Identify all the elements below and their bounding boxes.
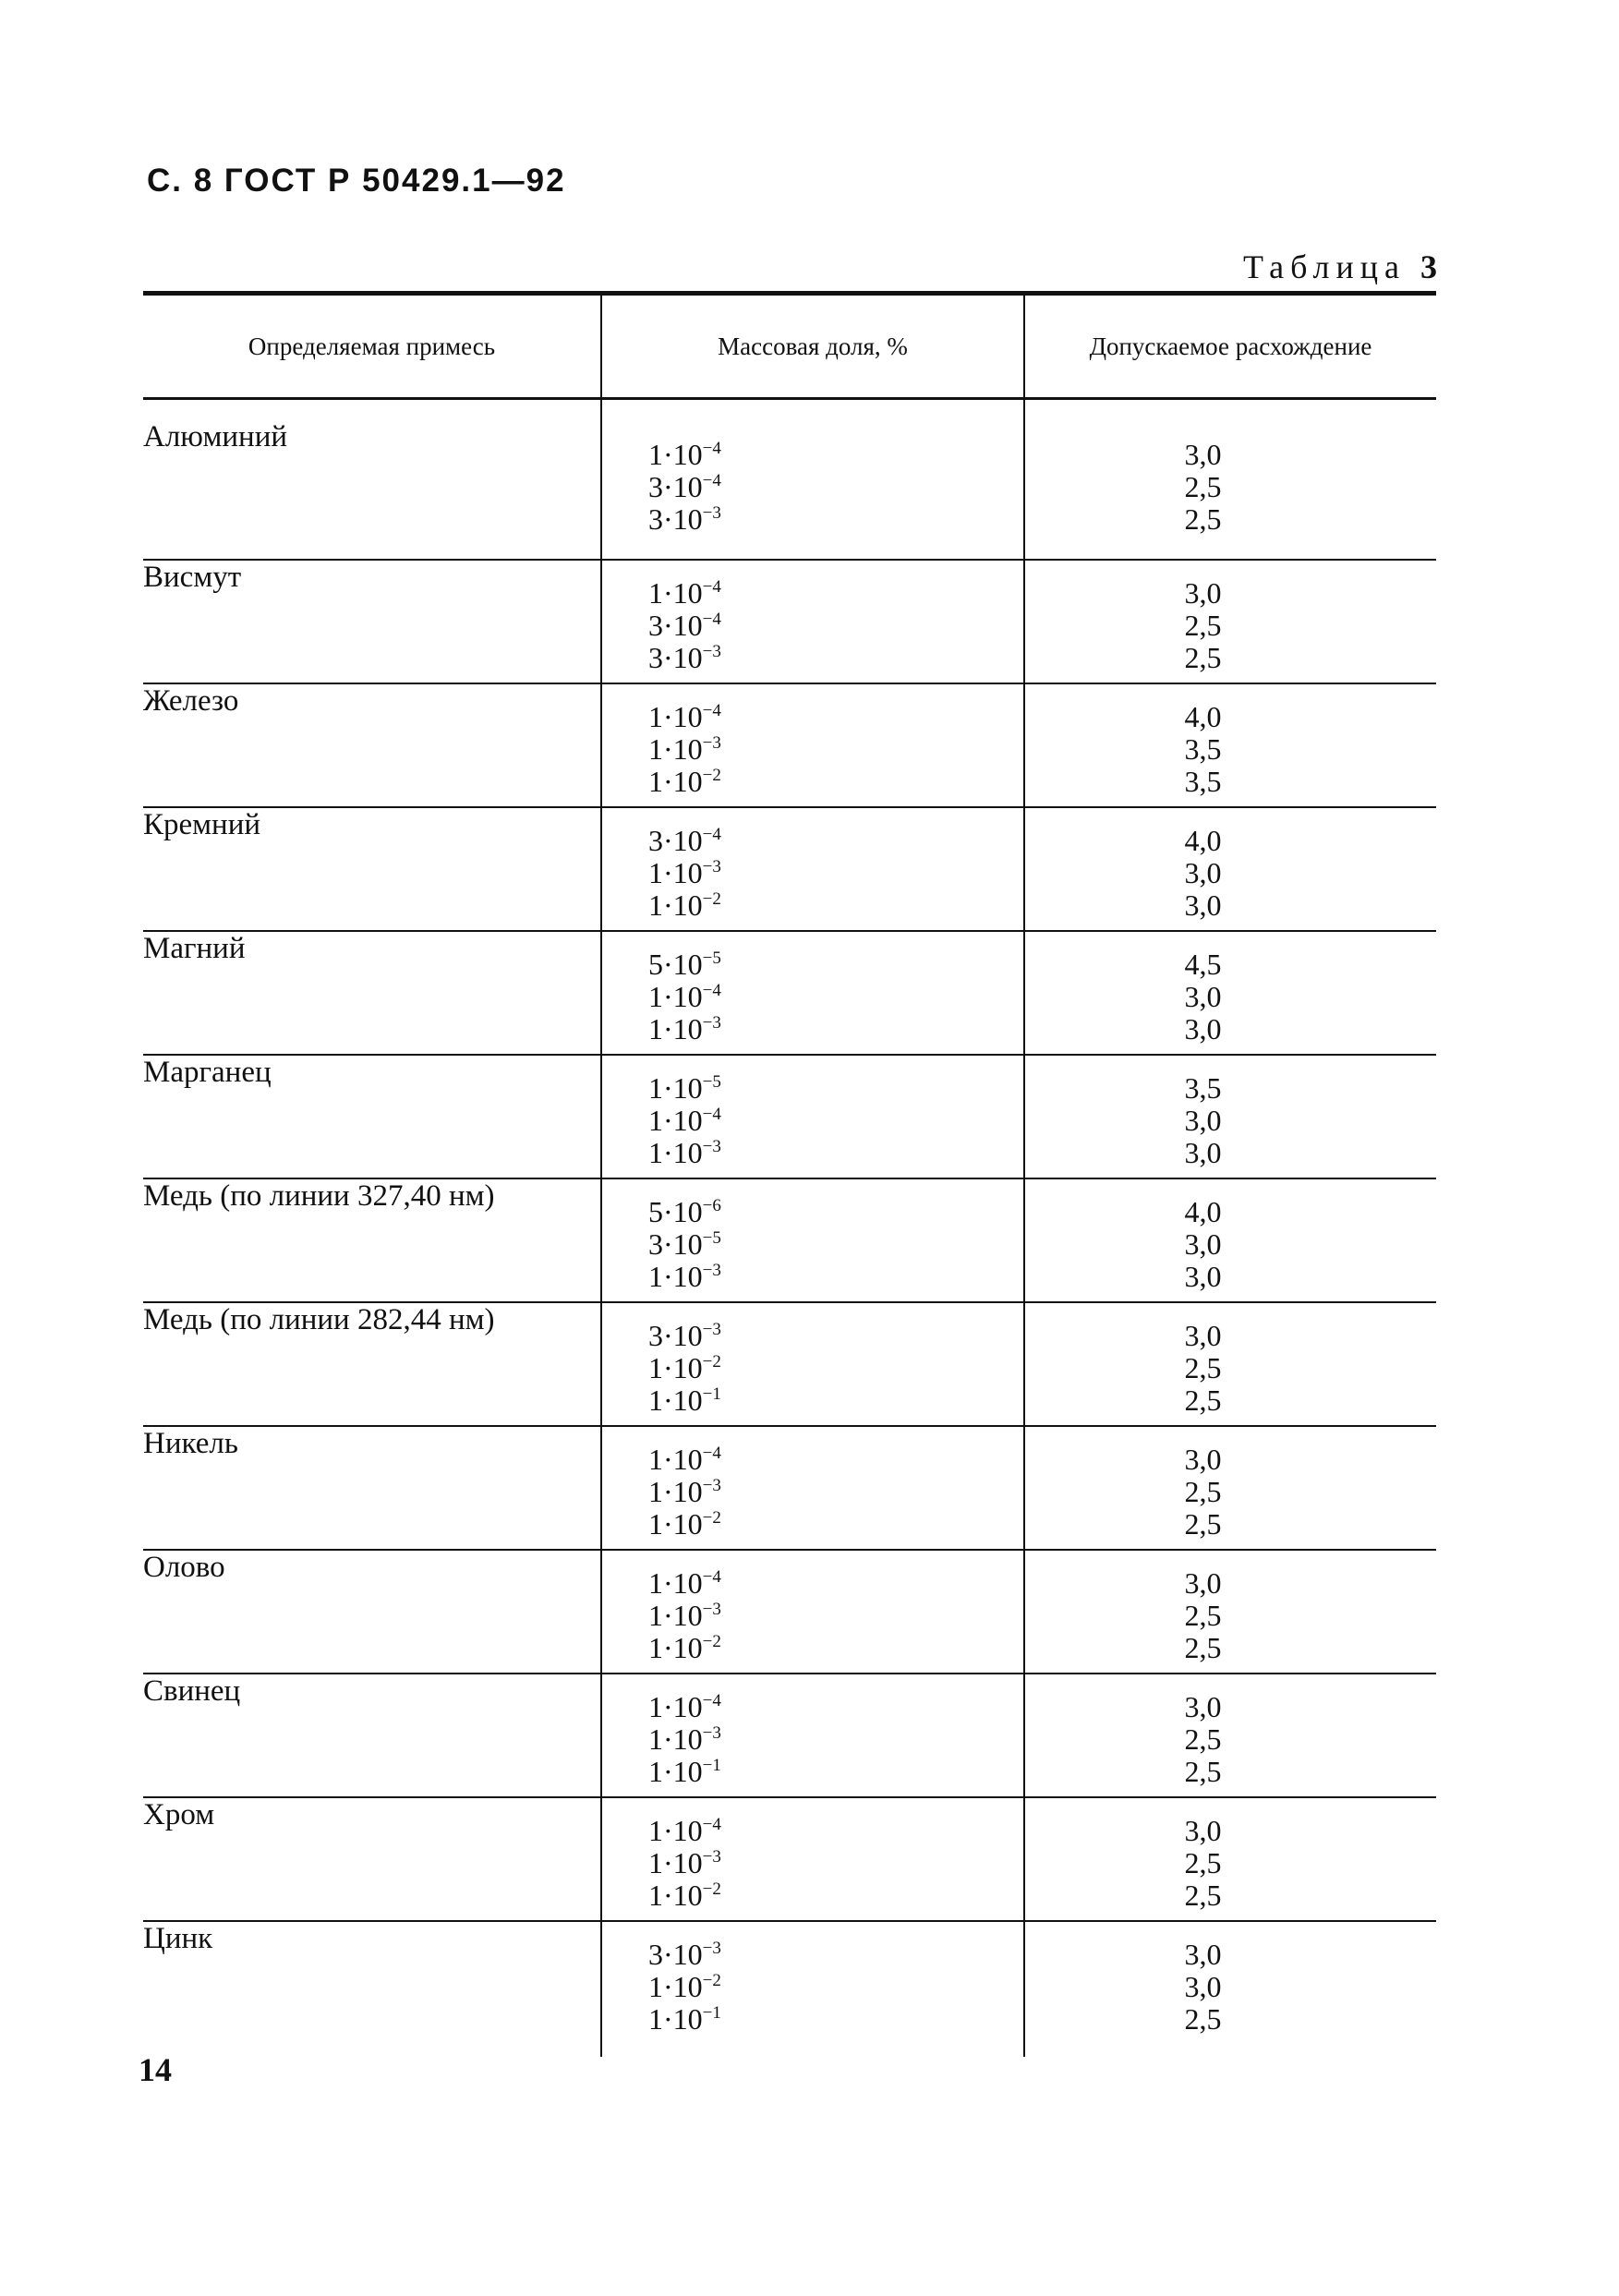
mass-mantissa: 1·10 — [648, 980, 703, 1013]
tolerance-cell — [1024, 683, 1436, 807]
mass-fraction-cell — [601, 560, 1024, 683]
mass-mantissa: 3·10 — [648, 470, 703, 503]
column-header-mass-fraction: Массовая доля, % — [601, 294, 1024, 399]
mass-fraction-value — [602, 1723, 1023, 1756]
mass-fraction-cell — [601, 1426, 1024, 1550]
table-row — [143, 807, 1436, 931]
mass-mantissa: 1·10 — [648, 1631, 703, 1664]
mass-mantissa: 1·10 — [648, 1814, 703, 1847]
tolerance-value: 2,5 — [1184, 1475, 1222, 1508]
tolerance-value: 2,5 — [1184, 1722, 1222, 1756]
table-row — [143, 1674, 1436, 1797]
table-row — [143, 1178, 1436, 1302]
tolerance-value: 3,0 — [1184, 1970, 1222, 2003]
mass-exponent: −4 — [702, 1105, 721, 1124]
tolerance-value: 3,0 — [1184, 1319, 1222, 1352]
tolerance-value: 3,0 — [1184, 1566, 1222, 1600]
mass-fraction-cell — [601, 1550, 1024, 1674]
mass-exponent: −3 — [702, 1261, 721, 1280]
impurity-name: Железо — [143, 683, 601, 807]
mass-fraction-value — [602, 1691, 1023, 1723]
mass-fraction-value — [602, 1567, 1023, 1600]
mass-fraction-value — [602, 2003, 1023, 2036]
mass-fraction-cell — [601, 1674, 1024, 1797]
table-row — [143, 1550, 1436, 1674]
tolerance-cell — [1024, 1797, 1436, 1921]
mass-mantissa: 5·10 — [648, 948, 703, 981]
mass-exponent: −2 — [702, 1508, 721, 1528]
table-row — [143, 1797, 1436, 1921]
tolerance-value: 2,5 — [1184, 2002, 1222, 2036]
table-row — [143, 1302, 1436, 1426]
mass-fraction-cell — [601, 807, 1024, 931]
mass-exponent: −3 — [702, 857, 721, 876]
mass-fraction-value — [602, 1320, 1023, 1352]
mass-fraction-value — [602, 1352, 1023, 1384]
table-row — [143, 1055, 1436, 1178]
mass-fraction-value — [602, 1228, 1023, 1261]
tolerance-value: 2,5 — [1184, 470, 1222, 503]
mass-exponent: −3 — [702, 1320, 721, 1339]
mass-fraction-value — [602, 825, 1023, 857]
mass-mantissa: 1·10 — [648, 700, 703, 733]
mass-fraction-value — [602, 1476, 1023, 1508]
mass-mantissa: 1·10 — [648, 1879, 703, 1912]
mass-fraction-value — [602, 1105, 1023, 1137]
column-header-impurity: Определяемая примесь — [143, 294, 601, 399]
mass-fraction-value — [602, 949, 1023, 981]
mass-fraction-value — [602, 1013, 1023, 1045]
tolerance-value: 4,0 — [1184, 824, 1222, 857]
mass-exponent: −4 — [702, 825, 721, 844]
mass-exponent: −3 — [702, 1847, 721, 1867]
table-word: Таблица — [1243, 248, 1406, 285]
table-number: 3 — [1420, 248, 1437, 285]
mass-mantissa: 3·10 — [648, 1319, 703, 1352]
mass-fraction-cell — [601, 931, 1024, 1055]
mass-exponent: −4 — [702, 701, 721, 720]
mass-mantissa: 5·10 — [648, 1195, 703, 1228]
mass-fraction-value — [602, 610, 1023, 642]
mass-exponent: −6 — [702, 1196, 721, 1215]
page-number: 14 — [139, 2051, 172, 2088]
tolerance-value: 3,0 — [1184, 1814, 1222, 1847]
tolerance-value: 2,5 — [1184, 1507, 1222, 1541]
mass-exponent: −4 — [702, 471, 721, 490]
tolerance-value: 2,5 — [1184, 1631, 1222, 1664]
mass-fraction-value — [602, 1879, 1023, 1912]
mass-fraction-cell — [601, 399, 1024, 561]
mass-mantissa: 3·10 — [648, 502, 703, 536]
mass-exponent: −4 — [702, 439, 721, 458]
mass-exponent: −3 — [702, 1600, 721, 1619]
mass-exponent: −4 — [702, 1691, 721, 1710]
tolerance-value: 3,0 — [1184, 1260, 1222, 1293]
impurity-name: Магний — [143, 931, 601, 1055]
tolerance-value: 3,0 — [1184, 1938, 1222, 1971]
impurity-name: Цинк — [143, 1921, 601, 2057]
tolerance-value: 3,5 — [1184, 1071, 1222, 1105]
mass-mantissa: 1·10 — [648, 1755, 703, 1788]
tolerance-value: 3,5 — [1184, 732, 1222, 766]
tolerance-cell — [1024, 1550, 1436, 1674]
tolerance-value: 3,0 — [1184, 1227, 1222, 1261]
tolerance-value: 3,0 — [1184, 1690, 1222, 1723]
impurity-name: Медь (по линии 327,40 нм) — [143, 1178, 601, 1302]
tolerance-value: 3,5 — [1184, 765, 1222, 798]
mass-fraction-value — [602, 471, 1023, 503]
tolerance-cell — [1024, 1921, 1436, 2057]
mass-mantissa: 1·10 — [648, 1722, 703, 1756]
mass-fraction-value — [602, 701, 1023, 733]
tolerance-value: 3,0 — [1184, 1012, 1222, 1045]
table-label — [1243, 248, 1437, 286]
mass-fraction-cell — [601, 1302, 1024, 1426]
table-row — [143, 683, 1436, 807]
mass-mantissa: 1·10 — [648, 438, 703, 471]
mass-fraction-value — [602, 889, 1023, 922]
tolerance-value: 4,0 — [1184, 700, 1222, 733]
mass-fraction-value — [602, 766, 1023, 798]
mass-fraction-value — [602, 642, 1023, 674]
mass-fraction-value — [602, 733, 1023, 766]
mass-fraction-value — [602, 1196, 1023, 1228]
mass-exponent: −3 — [702, 1476, 721, 1495]
mass-fraction-value — [602, 1508, 1023, 1541]
mass-mantissa: 1·10 — [648, 1475, 703, 1508]
mass-fraction-cell — [601, 1055, 1024, 1178]
mass-fraction-value — [602, 981, 1023, 1013]
mass-mantissa: 1·10 — [648, 1260, 703, 1293]
table-head — [143, 294, 1436, 399]
mass-fraction-value — [602, 857, 1023, 889]
mass-fraction-value — [602, 1971, 1023, 2003]
running-title: С. 8 ГОСТ Р 50429.1—92 — [147, 163, 566, 199]
tolerance-value: 2,5 — [1184, 1755, 1222, 1788]
column-header-tolerance: Допускаемое расхождение — [1024, 294, 1436, 399]
impurity-name: Хром — [143, 1797, 601, 1921]
mass-mantissa: 1·10 — [648, 1846, 703, 1879]
mass-exponent: −2 — [702, 1632, 721, 1651]
table-row — [143, 1426, 1436, 1550]
mass-exponent: −4 — [702, 1815, 721, 1834]
table-body — [143, 399, 1436, 2058]
impurity-name: Олово — [143, 1550, 601, 1674]
mass-exponent: −3 — [702, 733, 721, 753]
mass-exponent: −2 — [702, 889, 721, 909]
tolerance-value: 2,5 — [1184, 1846, 1222, 1879]
mass-exponent: −3 — [702, 503, 721, 523]
mass-exponent: −1 — [702, 2003, 721, 2023]
mass-mantissa: 3·10 — [648, 609, 703, 642]
impurity-name: Алюминий — [143, 420, 288, 453]
mass-fraction-value — [602, 1939, 1023, 1971]
mass-fraction-cell — [601, 1921, 1024, 2057]
mass-fraction-value — [602, 1072, 1023, 1105]
mass-fraction-value — [602, 577, 1023, 610]
table-row — [143, 931, 1436, 1055]
mass-mantissa: 3·10 — [648, 1227, 703, 1261]
impurity-table — [143, 291, 1436, 2057]
mass-fraction-value — [602, 503, 1023, 536]
impurity-name: Висмут — [143, 560, 601, 683]
mass-exponent: −5 — [702, 1072, 721, 1092]
tolerance-value: 3,0 — [1184, 1136, 1222, 1169]
mass-mantissa: 1·10 — [648, 1012, 703, 1045]
mass-mantissa: 1·10 — [648, 732, 703, 766]
mass-exponent: −1 — [702, 1756, 721, 1775]
mass-fraction-cell — [601, 1797, 1024, 1921]
tolerance-value: 4,5 — [1184, 948, 1222, 981]
impurity-name: Марганец — [143, 1055, 601, 1178]
mass-mantissa: 1·10 — [648, 888, 703, 922]
impurity-name: Никель — [143, 1426, 601, 1550]
tolerance-value: 3,0 — [1184, 576, 1222, 610]
mass-fraction-value — [602, 1632, 1023, 1664]
tolerance-value: 3,0 — [1184, 856, 1222, 889]
mass-mantissa: 1·10 — [648, 1970, 703, 2003]
mass-fraction-value — [602, 1444, 1023, 1476]
mass-exponent: −4 — [702, 577, 721, 597]
mass-fraction-value — [602, 1261, 1023, 1293]
mass-exponent: −2 — [702, 1879, 721, 1899]
mass-mantissa: 1·10 — [648, 1599, 703, 1632]
mass-fraction-value — [602, 1815, 1023, 1847]
impurity-name: Кремний — [143, 807, 601, 931]
mass-mantissa: 1·10 — [648, 856, 703, 889]
mass-exponent: −1 — [702, 1384, 721, 1404]
tolerance-value: 3,0 — [1184, 1443, 1222, 1476]
tolerance-value: 3,0 — [1184, 1104, 1222, 1137]
tolerance-value: 2,5 — [1184, 1384, 1222, 1417]
mass-mantissa: 1·10 — [648, 765, 703, 798]
tolerance-value: 2,5 — [1184, 502, 1222, 536]
mass-exponent: −4 — [702, 1444, 721, 1463]
mass-mantissa: 1·10 — [648, 576, 703, 610]
table-row — [143, 399, 1436, 561]
tolerance-value: 3,0 — [1184, 980, 1222, 1013]
mass-exponent: −3 — [702, 1723, 721, 1743]
tolerance-cell — [1024, 1302, 1436, 1426]
mass-fraction-value — [602, 1384, 1023, 1417]
mass-mantissa: 1·10 — [648, 1566, 703, 1600]
tolerance-cell — [1024, 560, 1436, 683]
impurity-name: Медь (по линии 282,44 нм) — [143, 1302, 601, 1426]
mass-exponent: −4 — [702, 981, 721, 1000]
mass-fraction-value — [602, 1756, 1023, 1788]
mass-exponent: −3 — [702, 1939, 721, 1958]
tolerance-value: 2,5 — [1184, 609, 1222, 642]
mass-exponent: −3 — [702, 642, 721, 661]
mass-mantissa: 3·10 — [648, 1938, 703, 1971]
mass-fraction-cell — [601, 683, 1024, 807]
tolerance-cell — [1024, 931, 1436, 1055]
mass-mantissa: 1·10 — [648, 1351, 703, 1384]
tolerance-value: 4,0 — [1184, 1195, 1222, 1228]
tolerance-cell — [1024, 1055, 1436, 1178]
mass-exponent: −2 — [702, 1352, 721, 1372]
mass-exponent: −3 — [702, 1137, 721, 1156]
tolerance-cell — [1024, 1178, 1436, 1302]
tolerance-cell — [1024, 807, 1436, 931]
mass-exponent: −3 — [702, 1013, 721, 1033]
table-row — [143, 1921, 1436, 2057]
tolerance-cell — [1024, 399, 1436, 561]
tolerance-value: 3,0 — [1184, 888, 1222, 922]
tolerance-value: 2,5 — [1184, 1599, 1222, 1632]
mass-mantissa: 1·10 — [648, 2002, 703, 2036]
mass-mantissa: 3·10 — [648, 824, 703, 857]
mass-mantissa: 1·10 — [648, 1507, 703, 1541]
mass-mantissa: 1·10 — [648, 1384, 703, 1417]
mass-fraction-value — [602, 439, 1023, 471]
mass-mantissa: 1·10 — [648, 1690, 703, 1723]
mass-fraction-value — [602, 1137, 1023, 1169]
mass-exponent: −2 — [702, 766, 721, 785]
mass-fraction-cell — [601, 1178, 1024, 1302]
mass-exponent: −4 — [702, 610, 721, 629]
mass-fraction-value — [602, 1600, 1023, 1632]
mass-fraction-value — [602, 1847, 1023, 1879]
mass-exponent: −5 — [702, 949, 721, 968]
tolerance-value: 2,5 — [1184, 641, 1222, 674]
tolerance-cell — [1024, 1426, 1436, 1550]
mass-mantissa: 1·10 — [648, 1443, 703, 1476]
tolerance-value: 2,5 — [1184, 1879, 1222, 1912]
tolerance-cell — [1024, 1674, 1436, 1797]
mass-mantissa: 1·10 — [648, 1136, 703, 1169]
mass-exponent: −5 — [702, 1228, 721, 1248]
tolerance-value: 3,0 — [1184, 438, 1222, 471]
mass-exponent: −4 — [702, 1567, 721, 1587]
tolerance-value: 2,5 — [1184, 1351, 1222, 1384]
mass-exponent: −2 — [702, 1971, 721, 1990]
mass-mantissa: 1·10 — [648, 1104, 703, 1137]
mass-mantissa: 1·10 — [648, 1071, 703, 1105]
impurity-name: Свинец — [143, 1674, 601, 1797]
table-row — [143, 560, 1436, 683]
mass-mantissa: 3·10 — [648, 641, 703, 674]
